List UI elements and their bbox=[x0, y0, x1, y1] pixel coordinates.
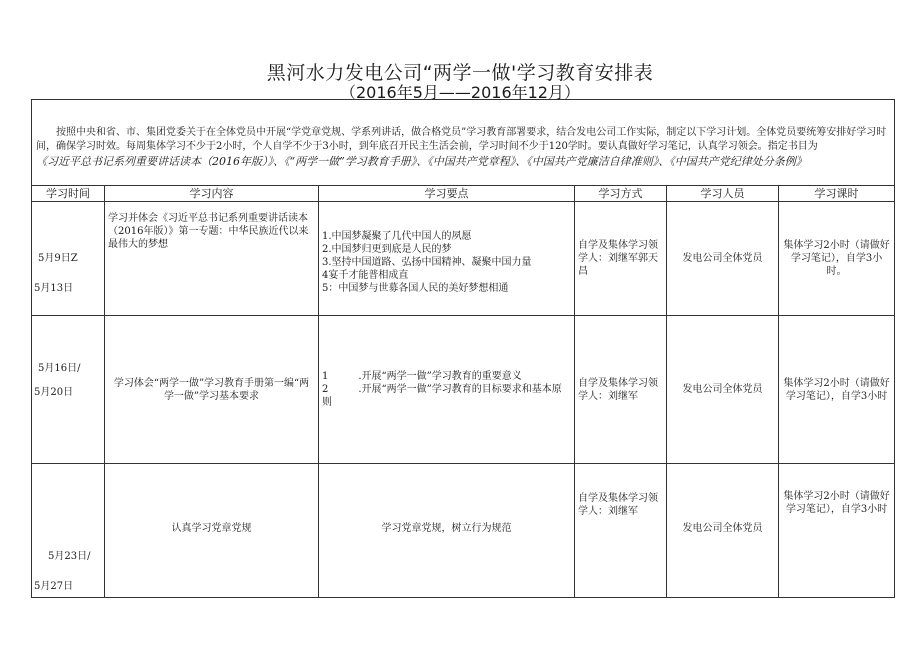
book-list: 《习近平总书记系列重要讲话读本（2016年版）》、《“两学一做”学习教育手册》、《中国共产党章程》、《中国共产党廉洁自律准则》、《中国共产党纪律处分条例》 bbox=[36, 155, 807, 168]
people-cell: 发电公司全体党员 bbox=[667, 464, 779, 598]
method-cell: 自学及集体学习领学人：刘继军郭天昌 bbox=[575, 202, 667, 316]
header-method: 学习方式 bbox=[575, 186, 667, 202]
time-end: 5月13日 bbox=[34, 283, 74, 294]
point-item: 4宴千才能普相成直 bbox=[322, 270, 409, 281]
schedule-table bbox=[31, 99, 895, 598]
content-cell: 学习体会“两学一做”学习教育手册第一编“两学一做”学习基本要求 bbox=[105, 316, 319, 464]
time-start: 5月16日/ bbox=[38, 363, 81, 374]
header-row bbox=[32, 186, 895, 202]
header-people: 学习人员 bbox=[667, 186, 779, 202]
point-item: 3.坚持中国道路、弘扬中国精神、凝聚中国力量 bbox=[322, 257, 532, 268]
time-end: 5月27日 bbox=[34, 581, 74, 592]
table-row bbox=[32, 202, 895, 316]
document-title: 黑河水力发电公司“两学一做'学习教育安排表 bbox=[266, 62, 654, 84]
points-cell bbox=[319, 202, 575, 316]
point-item: 2 .开展“两学一做”学习教育的目标要求和基本原则 bbox=[322, 384, 562, 408]
points-cell bbox=[319, 464, 575, 598]
document-subtitle: （2016年5月——2016年12月） bbox=[340, 83, 580, 102]
time-cell bbox=[32, 202, 105, 316]
method-cell: 自学及集体学习领学人：刘继军 bbox=[575, 316, 667, 464]
point-item: 5：中国梦与世募各国人民的美好梦想相通 bbox=[322, 283, 509, 294]
point-item: 学习党章党规，树立行为规范 bbox=[381, 523, 512, 534]
time-start: 5月23日/ bbox=[48, 551, 91, 562]
header-time: 学习时间 bbox=[32, 186, 105, 202]
hours-cell: 集体学习2小时（请做好学习笔记），自学3小时 bbox=[779, 464, 895, 598]
method-cell: 自学及集体学习领学人：刘继军 bbox=[575, 464, 667, 598]
table-row bbox=[32, 464, 895, 598]
time-cell bbox=[32, 316, 105, 464]
intro-cell bbox=[32, 100, 895, 186]
point-item: 1 .开展“两学一做”学习教育的重要意义 bbox=[322, 371, 522, 382]
header-content: 学习内容 bbox=[105, 186, 319, 202]
points-cell bbox=[319, 316, 575, 464]
people-cell: 发电公司全体党员 bbox=[667, 316, 779, 464]
header-hours: 学习课时 bbox=[779, 186, 895, 202]
header-points: 学习要点 bbox=[319, 186, 575, 202]
time-cell bbox=[32, 464, 105, 598]
hours-cell: 集体学习2小时（请做好学习笔记），自学3小时。 bbox=[779, 202, 895, 316]
intro-text: 按照中央和省、市、集团党委关于在全体党员中开展“学党章党规、学系列讲话，做合格党员”学习教育部署要求，结合发电公司工作实际，制定以下学习计划。全体党员要统筹安排好学习时间，确保学习时效。每周集体学习不少于2小时，个人自学不少于3小时，到年底召开民主生活会前，学习时间不少于120学时。要认真做好学习笔记，认真学习领会。指定书目为 bbox=[36, 127, 887, 152]
people-cell: 发电公司全体党员 bbox=[667, 202, 779, 316]
content-cell: 认真学习党章党规 bbox=[105, 464, 319, 598]
point-item: 2.中国梦归更到底是人民的梦 bbox=[322, 244, 452, 255]
table-row bbox=[32, 316, 895, 464]
point-item: 1.中国梦凝聚了几代中国人的夙愿 bbox=[322, 231, 472, 242]
content-cell: 学习并体会《习近平总书记系列重要讲话读本（2016年版）》第一专题：中华民族近代以来最伟大的梦想 bbox=[105, 202, 319, 316]
hours-cell: 集体学习2小时（请做好学习笔记），自学3小时 bbox=[779, 316, 895, 464]
time-start: 5月9日Z bbox=[38, 253, 78, 264]
time-end: 5月20日 bbox=[34, 387, 74, 398]
